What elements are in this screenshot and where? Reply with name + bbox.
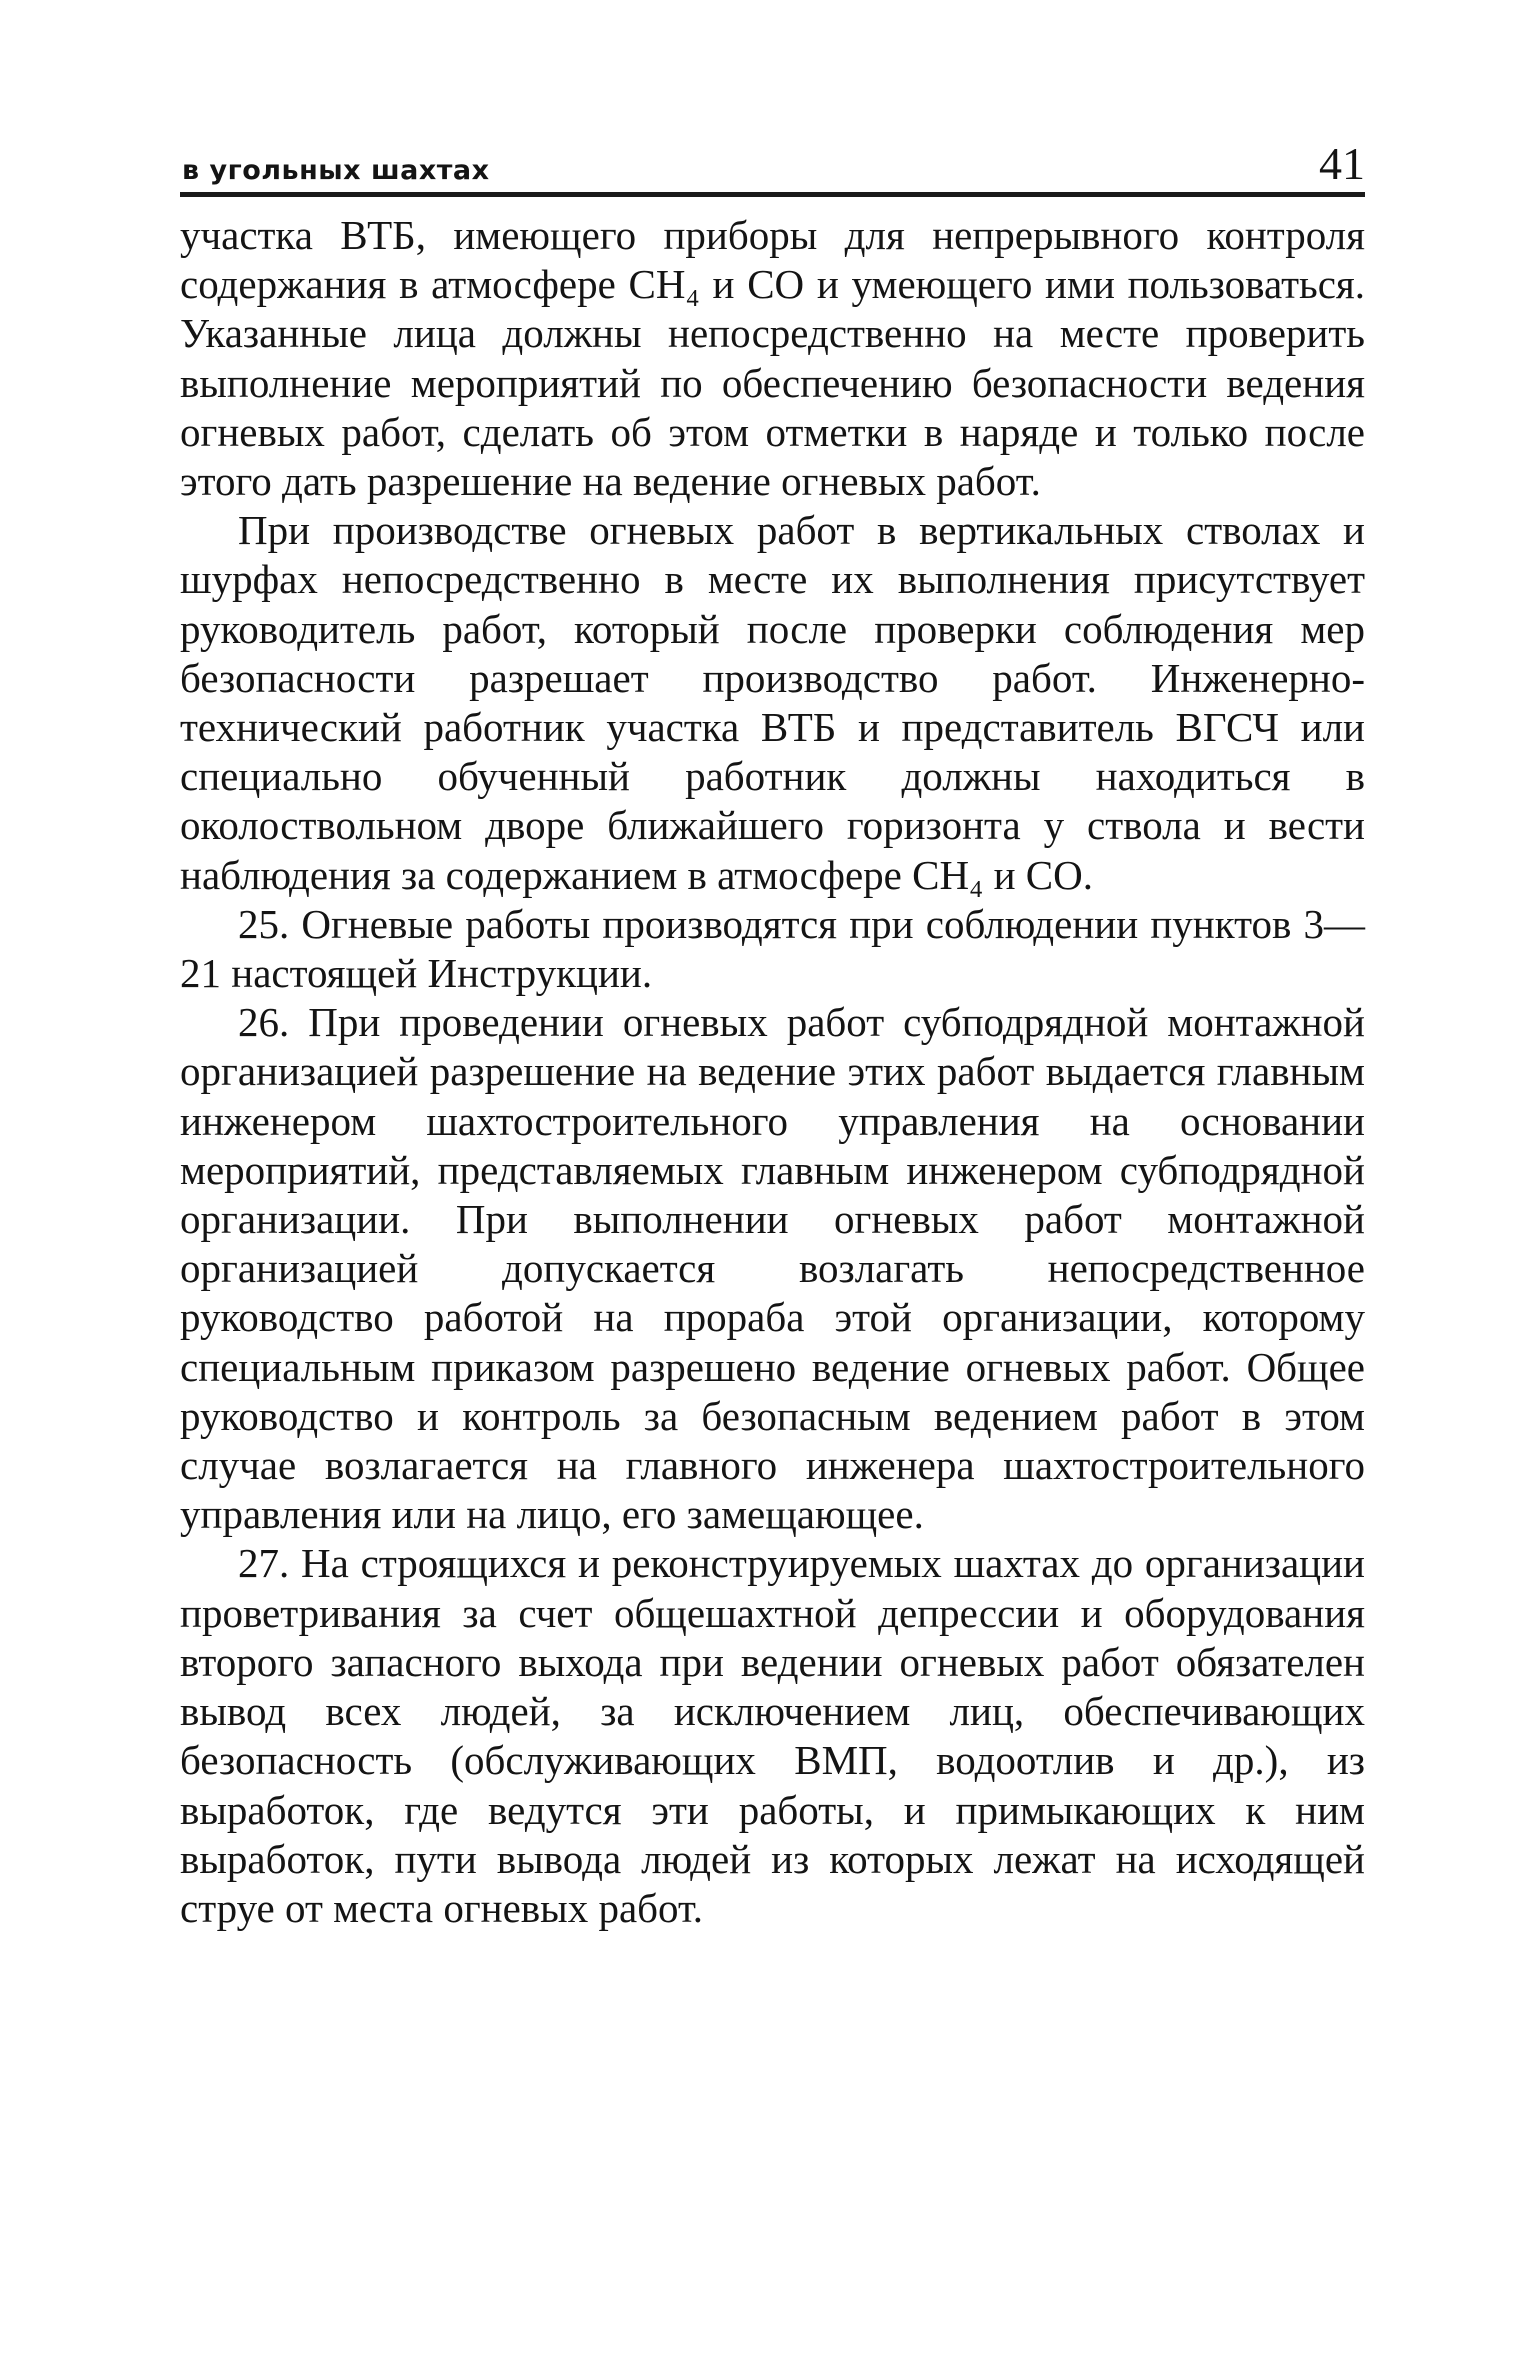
paragraph-item-26: 26. При проведении огневых работ субподрядной монтажной организацией разрешение на ведение этих работ выдается главным инженером шахтостроительного управления на основании мероприятий, представляемых главным инженером субподрядной организации. При выполнении огневых работ монтажной организацией допускается возлагать непосредственное руководство работой на прораба этой организации, которому специальным приказом разрешено ведение огневых работ. Общее руководство и контроль за безопасным ведением работ в этом случае возлагается на главного инженера шахтостроительного управления или на лицо, его замещающее.: [180, 999, 1365, 1538]
paragraph-item-25: 25. Огневые работы производятся при соблюдении пунктов 3—21 настоящей Инструкции.: [180, 900, 1365, 997]
page-number: 41: [1319, 138, 1365, 189]
paragraph-item-27: 27. На строящихся и реконструируемых шахтах до организации проветривания за счет общешахтной депрессии и оборудования второго запасного выхода при ведении огневых работ обязателен вывод всех людей, за исключением лиц, обеспечивающих безопасность (обслуживающих ВМП, водоотлив и др.), из выработок, где ведутся эти работы, и примыкающих к ним выработок, пути вывода людей из которых лежат на исходящей струе от места огневых работ.: [180, 1540, 1365, 1931]
book-page: [180, 130, 1365, 1933]
section-title: в угольных шахтах: [182, 155, 490, 186]
body-text: [180, 211, 1365, 1933]
paragraph-continuation: участка ВТБ, имеющего приборы для непрерывного контроля содержания в атмосфере CH₄ и CO и умеющего ими пользоваться. Указанные лица должны непосредственно на месте проверить выполнение мероприятий по обеспечению безопасности ведения огневых работ, сделать об этом отметки в наряде и только после этого дать разрешение на ведение огневых работ.: [180, 212, 1365, 505]
paragraph-shaft-works: При производстве огневых работ в вертикальных стволах и шурфах непосредственно в месте их выполнения присутствует руководитель работ, который после проверки соблюдения мер безопасности разрешает производство работ. Инженерно-технический работник участка ВТБ и представитель ВГСЧ или специально обученный работник должны находиться в околоствольном дворе ближайшего горизонта у ствола и вести наблюдения за содержанием в атмосфере CH₄ и CO.: [180, 507, 1365, 898]
running-header: [180, 130, 1365, 197]
